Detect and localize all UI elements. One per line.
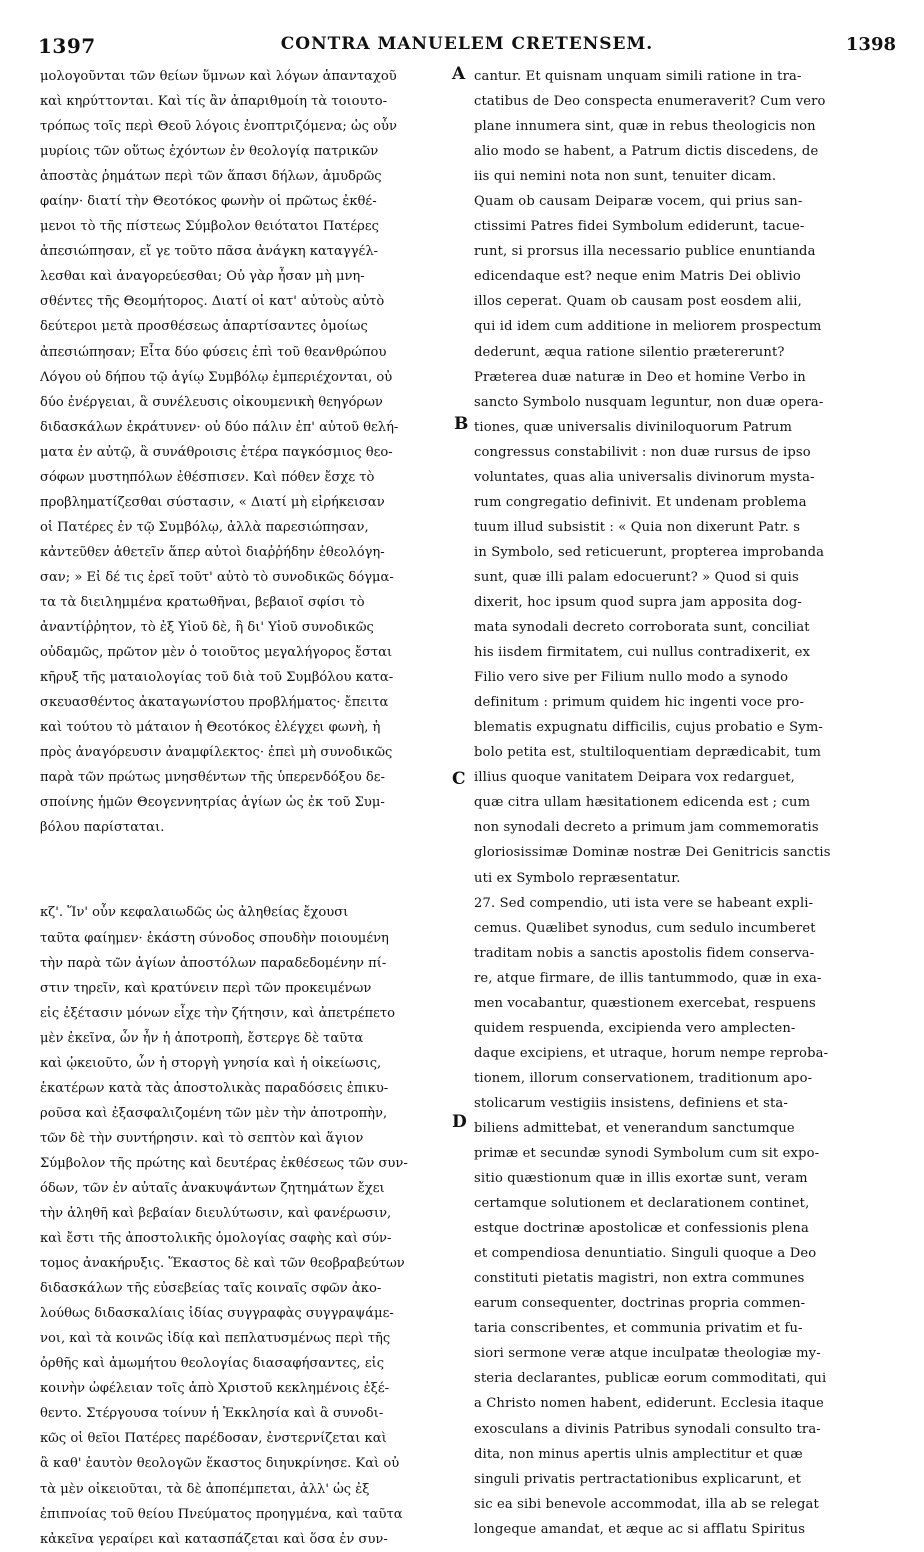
- text-line: σποίνης ἡμῶν Θεογεννητρίας ἁγίων ὡς ἐκ τοῦ Συμ-: [40, 795, 385, 811]
- text-line: τρόπως τοῖς περὶ Θεοῦ λόγοις ἐνοπτριζόμενα; ὡς οὖν: [40, 119, 397, 135]
- text-line: ἀπεσιώπησαν, εἴ γε τοῦτο πᾶσα ἀνάγκη καταγγέλ-: [40, 244, 379, 260]
- text-line: cantur. Et quisnam unquam simili ratione in tra-: [474, 69, 802, 84]
- text-line: ctatibus de Deo conspecta enumeraverit? Cum vero: [474, 94, 826, 110]
- text-line: σαν; » Εἰ δέ τις ἐρεῖ τοῦτ' αὐτὸ τὸ συνοδικῶς δόγμα-: [40, 569, 394, 585]
- text-line: ἐπιπνοίας τοῦ θείου Πνεύματος προηγμένα, καὶ ταῦτα: [40, 1506, 403, 1522]
- text-line: μενοι τὸ τῆς πίστεως Σύμβολον θειότατοι Πατέρες: [40, 219, 379, 235]
- text-line: voluntates, quas alia universalis divinorum mysta-: [474, 469, 815, 485]
- text-line: re, atque firmare, de illis tantummodo, quæ in exa-: [474, 970, 822, 986]
- text-line: καὶ ἔστι τῆς ἀποστολικῆς ὁμολογίας σαφὴς καὶ σύν-: [40, 1231, 392, 1247]
- text-line: plane innumera sint, quæ in rebus theologicis non: [474, 119, 816, 135]
- text-line: οἱ Πατέρες ἐν τῷ Συμβόλῳ, ἀλλὰ παρεσιώπησαν,: [40, 519, 369, 535]
- text-line: gloriosissimæ Dominæ nostræ Dei Genitricis sanctis: [474, 845, 831, 861]
- text-line: siori sermone veræ atque inculpatæ theologiæ my-: [474, 1346, 821, 1362]
- text-line: καὶ ᾠκειοῦτο, ὧν ἡ στοργὴ γνησία καὶ ἡ οἰκείωσις,: [40, 1055, 382, 1071]
- page-number-right: 1398: [845, 34, 896, 55]
- text-line: tuum illud subsistit : « Quia non dixerunt Patr. s: [474, 519, 801, 535]
- text-line: alio modo se habent, a Patrum dictis discedens, de: [474, 144, 819, 160]
- text-line: cemus. Quælibet synodus, cum sedulo incumberet: [474, 920, 816, 936]
- page-number-left: 1397: [38, 34, 96, 58]
- text-line: mata synodali decreto corroborata sunt, conciliat: [474, 620, 810, 636]
- text-line: bolo petita est, stultiloquentiam deprædicabit, tum: [474, 745, 822, 761]
- text-line: πρὸς ἀναγόρευσιν ἀναμφίλεκτος· ἐπεὶ μὴ συνοδικῶς: [40, 745, 393, 761]
- text-line: σθέντες τῆς Θεομήτορος. Διατί οἱ κατ' αὐτοὺς αὐτὸ: [40, 294, 385, 310]
- text-line: στιν τηρεῖν, καὶ κρατύνειν περὶ τῶν προκειμένων: [40, 980, 372, 996]
- latin-column: [474, 64, 886, 1542]
- text-line: δύο ἐνέργειαι, ἃ συνέλευσις οἰκουμενικὴ θεηγόρων: [40, 394, 383, 410]
- text-line: ὀρθῆς καὶ ἀμωμήτου θεολογίας διασαφήσαντες, εἰς: [40, 1356, 385, 1372]
- text-line: primæ et secundæ synodi Symbolum cum sit expo-: [474, 1146, 820, 1162]
- text-line: παρὰ τῶν πρώτως μνησθέντων τῆς ὑπερενδόξου δε-: [40, 770, 385, 786]
- running-title: CONTRA MANUELEM CRETENSEM.: [280, 34, 654, 54]
- text-line: τὰ μὲν οἰκειοῦται, τὰ δὲ ἀποπέμπεται, ἀλλ' ὡς ἐξ: [40, 1481, 370, 1497]
- text-line: ctissimi Patres fidei Symbolum ediderunt, tacue-: [474, 219, 805, 235]
- text-line: uti ex Symbolo repræsentatur.: [474, 870, 681, 886]
- text-line: σόφων μυστηπόλων ἐθέσπισεν. Καὶ πόθεν ἔσχε τὸ: [40, 469, 375, 485]
- text-line: a Christo nomen habent, ediderunt. Ecclesia itaque: [474, 1396, 824, 1412]
- text-line: προβληματίζεσθαι σύστασιν, « Διατί μὴ εἰρήκεισαν: [40, 494, 385, 510]
- text-line: ματα ἐν αὐτῷ, ἃ συνάθροισις ἑτέρα παγκόσμιος θεο-: [40, 444, 393, 460]
- text-line: Λόγου οὐ δήπου τῷ ἁγίῳ Συμβόλῳ ἐμπεριέχονται, οὐ: [40, 369, 393, 385]
- text-line: μολογοῦνται τῶν θείων ὕμνων καὶ λόγων ἁπανταχοῦ: [40, 69, 397, 84]
- latin-text: [474, 64, 886, 1542]
- text-line: edicendaque est? neque enim Matris Dei oblivio: [474, 269, 801, 285]
- text-line: men vocabantur, quæstionem exercebat, respuens: [474, 995, 816, 1011]
- text-line: τα τὰ διειλημμένα κρατωθῆναι, βεβαιοῖ σφίσι τὸ: [40, 594, 365, 610]
- text-line: rum congregatio definivit. Et undenam problema: [474, 494, 807, 510]
- text-line: λούθως διδασκαλίαις ἰδίας συγγραφὰς συγγραψάμε-: [40, 1306, 394, 1322]
- text-line: ἑκατέρων κατὰ τὰς ἀποστολικὰς παραδόσεις ἐπικυ-: [40, 1080, 389, 1096]
- text-line: τὴν παρὰ τῶν ἁγίων ἀποστόλων παραδεδομένην πί-: [40, 955, 387, 971]
- text-line: tionem, illorum conservationem, traditionum apo-: [474, 1070, 813, 1086]
- text-line: τομος ἀνακήρυξις. Ἕκαστος δὲ καὶ τῶν θεοβραβεύτων: [40, 1256, 405, 1272]
- text-line: οὐδαμῶς, πρῶτον μὲν ὁ τοιοῦτος μεγαλήγορος ἔσται: [40, 645, 393, 661]
- text-line: τὴν ἀληθῆ καὶ βεβαίαν διευλύτωσιν, καὶ φανέρωσιν,: [40, 1206, 392, 1222]
- text-line: in Symbolo, sed reticuerunt, propterea improbanda: [474, 544, 825, 560]
- greek-text-upper: [40, 64, 452, 840]
- text-line: traditam nobis a sanctis apostolis fidem conserva-: [474, 945, 815, 961]
- text-line: dixerit, hoc ipsum quod supra jam apposita dog-: [474, 594, 803, 610]
- text-line: κζ'. Ἵν' οὖν κεφαλαιωδῶς ὡς ἀληθείας ἔχουσι: [40, 905, 349, 921]
- section-marker-d: D: [452, 1112, 467, 1132]
- text-line: qui id idem cum additione in meliorem prospectum: [474, 319, 822, 335]
- text-line: tiones, quæ universalis diviniloquorum Patrum: [474, 419, 793, 435]
- text-line: et compendiosa denuntiatio. Singuli quoque a Deo: [474, 1246, 817, 1262]
- text-line: καὶ κηρύττονται. Καὶ τίς ἂν ἀπαριθμοίη τὰ τοιουτο-: [40, 94, 388, 110]
- text-line: Filio vero sive per Filium nullo modo a synodo: [474, 670, 789, 686]
- text-line: sitio quæstionum quæ in illis exortæ sunt, veram: [474, 1171, 808, 1187]
- text-line: εἰς ἐξέτασιν μόνων εἶχε τὴν ζήτησιν, καὶ ἀπετρέπετο: [40, 1005, 396, 1021]
- text-line: steria declarantes, publicæ eorum commoditati, qui: [474, 1371, 827, 1387]
- text-line: κῆρυξ τῆς ματαιολογίας τοῦ διὰ τοῦ Συμβόλου κατα-: [40, 670, 394, 686]
- text-line: φαίην· διατί τὴν Θεοτόκος φωνὴν οἱ πρῶτως ἐκθέ-: [40, 194, 377, 210]
- text-line: his iisdem firmitatem, cui nullus contradixerit, ex: [474, 645, 811, 661]
- text-line: biliens admittebat, et venerandum sanctumque: [474, 1120, 795, 1136]
- text-line: estque doctrinæ apostolicæ et confessionis plena: [474, 1221, 809, 1237]
- text-line: θεντο. Στέργουσα τοίνυν ἡ Ἐκκλησία καὶ ἃ συνοδι-: [40, 1406, 384, 1422]
- text-line: sunt, quæ illi palam edocuerunt? » Quod si quis: [474, 569, 799, 585]
- text-line: earum consequenter, doctrinas propria commen-: [474, 1296, 806, 1312]
- text-line: certamque solutionem et declarationem continet,: [474, 1196, 810, 1212]
- text-line: definitum : primum quidem hic ingenti voce pro-: [474, 695, 805, 711]
- text-line: ἀπεσιώπησαν; Εἶτα δύο φύσεις ἐπὶ τοῦ θεανθρώπου: [40, 344, 387, 360]
- text-line: blematis expugnatu difficilis, cujus probatio e Sym-: [474, 720, 823, 736]
- text-line: stolicarum vestigiis insistens, definiens et sta-: [474, 1095, 788, 1111]
- text-line: διδασκάλων τῆς εὐσεβείας ταῖς κοιναῖς σφῶν ἀκο-: [40, 1281, 382, 1297]
- text-line: μυρίοις τῶν οὕτως ἐχόντων ἐν θεολογίᾳ πατρικῶν: [40, 144, 379, 160]
- text-line: sancto Symbolo nusquam leguntur, non duæ opera-: [474, 394, 824, 410]
- text-line: constituti pietatis magistri, non extra communes: [474, 1271, 805, 1287]
- text-line: ἀποστὰς ῥημάτων περὶ τῶν ἅπασι δήλων, ἀμυδρῶς: [40, 169, 382, 185]
- text-line: νοι, καὶ τὰ κοινῶς ἰδίᾳ καὶ πεπλατυσμένως περὶ τῆς: [40, 1331, 391, 1347]
- text-line: καὶ τούτου τὸ μάταιον ἡ Θεοτόκος ἐλέγχει φωνὴ, ἡ: [40, 720, 381, 736]
- text-line: longeque amandat, et æque ac si afflatu Spiritus: [474, 1521, 806, 1537]
- section-gap: [40, 840, 452, 900]
- text-line: ροῦσα καὶ ἐξασφαλιζομένη τῶν μὲν τὴν ἀποτροπὴν,: [40, 1105, 388, 1121]
- text-line: congressus constabilivit : non duæ rursus de ipso: [474, 444, 811, 460]
- text-line: dita, non minus apertis ulnis amplectitur et quæ: [474, 1446, 803, 1462]
- text-line: 27. Sed compendio, uti ista vere se habeant expli-: [474, 895, 814, 911]
- section-marker-a: A: [452, 64, 466, 84]
- text-line: ἀναντίῤῥητον, τὸ ἐξ Υἱοῦ δὲ, ἢ δι' Υἱοῦ συνοδικῶς: [40, 620, 374, 636]
- text-line: όδων, τῶν ἐν αὐταῖς ἀνακυψάντων ζητημάτων ἔχει: [40, 1180, 385, 1196]
- text-line: singuli privatis pertractationibus explicarunt, et: [474, 1471, 802, 1487]
- text-line: κἀντεῦθεν ἀθετεῖν ἅπερ αὐτοὶ διαῤῥήδην ἐθεολόγη-: [40, 544, 385, 560]
- text-line: taria conscribentes, et communia privatim et fu-: [474, 1321, 803, 1337]
- text-line: ταῦτα φαίημεν· ἑκάστη σύνοδος σπουδὴν ποιουμένη: [40, 930, 389, 946]
- text-line: daque excipiens, et utraque, horum nempe reproba-: [474, 1045, 829, 1061]
- text-line: βόλου παρίσταται.: [40, 820, 165, 836]
- greek-column: [40, 64, 452, 1552]
- greek-text-lower: [40, 900, 452, 1551]
- text-line: non synodali decreto a primum jam commemoratis: [474, 820, 819, 836]
- text-line: dederunt, æqua ratione silentio prætererunt?: [474, 344, 785, 360]
- section-marker-b: B: [454, 414, 469, 434]
- text-line: Præterea duæ naturæ in Deo et homine Verbo in: [474, 369, 806, 385]
- page-header: [38, 34, 896, 60]
- text-line: διδασκάλων ἐκράτυνεν· οὐ δύο πάλιν ἐπ' αὐτοῦ θελή-: [40, 419, 399, 435]
- text-line: runt, si prorsus illa necessario publice enuntianda: [474, 244, 816, 260]
- text-line: Quam ob causam Deiparæ vocem, qui prius san-: [474, 194, 803, 210]
- text-line: μὲν ἐκεῖνα, ὧν ἦν ἡ ἀποτροπὴ, ἔστεργε δὲ ταῦτα: [40, 1030, 364, 1046]
- text-line: κῶς οἱ θεῖοι Πατέρες παρέδοσαν, ἐνστερνίζεται καὶ: [40, 1431, 387, 1447]
- text-line: λεσθαι καὶ ἀναγορεύεσθαι; Οὐ γὰρ ἦσαν μὴ μνη-: [40, 269, 365, 285]
- text-line: Σύμβολον τῆς πρώτης καὶ δευτέρας ἐκθέσεως τῶν συν-: [40, 1155, 408, 1171]
- section-marker-c: C: [452, 769, 466, 789]
- text-line: illos ceperat. Quam ob causam post eosdem alii,: [474, 294, 802, 310]
- text-line: iis qui nemini nota non sunt, tenuiter dicam.: [474, 169, 777, 185]
- text-line: κἀκεῖνα γεραίρει καὶ κατασπάζεται καὶ ὅσα ἐν συν-: [40, 1531, 388, 1547]
- text-line: exosculans a divinis Patribus synodali consulto tra-: [474, 1421, 821, 1437]
- text-line: τῶν δὲ τὴν συντήρησιν. καὶ τὸ σεπτὸν καὶ ἅγιον: [40, 1130, 364, 1146]
- text-line: ἃ καθ' ἑαυτὸν θεολογῶν ἕκαστος διηυκρίνησε. Καὶ οὐ: [40, 1456, 400, 1472]
- text-line: sic ea sibi benevole accommodat, illa ab se relegat: [474, 1496, 819, 1512]
- text-line: σκευασθέντος ἀκαταγωνίστου προβλήματος· ἔπειτα: [40, 695, 389, 711]
- text-line: quidem respuenda, excipienda vero amplecten-: [474, 1020, 796, 1036]
- text-line: quæ citra ullam hæsitationem edicenda est ; cum: [474, 795, 811, 811]
- text-line: κοινὴν ὠφέλειαν τοῖς ἀπὸ Χριστοῦ κεκλημένοις ἐξέ-: [40, 1381, 390, 1397]
- text-line: illius quoque vanitatem Deipara vox redarguet,: [474, 770, 795, 786]
- text-line: δεύτεροι μετὰ προσθέσεως ἀπαρτίσαντες ὁμοίως: [40, 319, 368, 335]
